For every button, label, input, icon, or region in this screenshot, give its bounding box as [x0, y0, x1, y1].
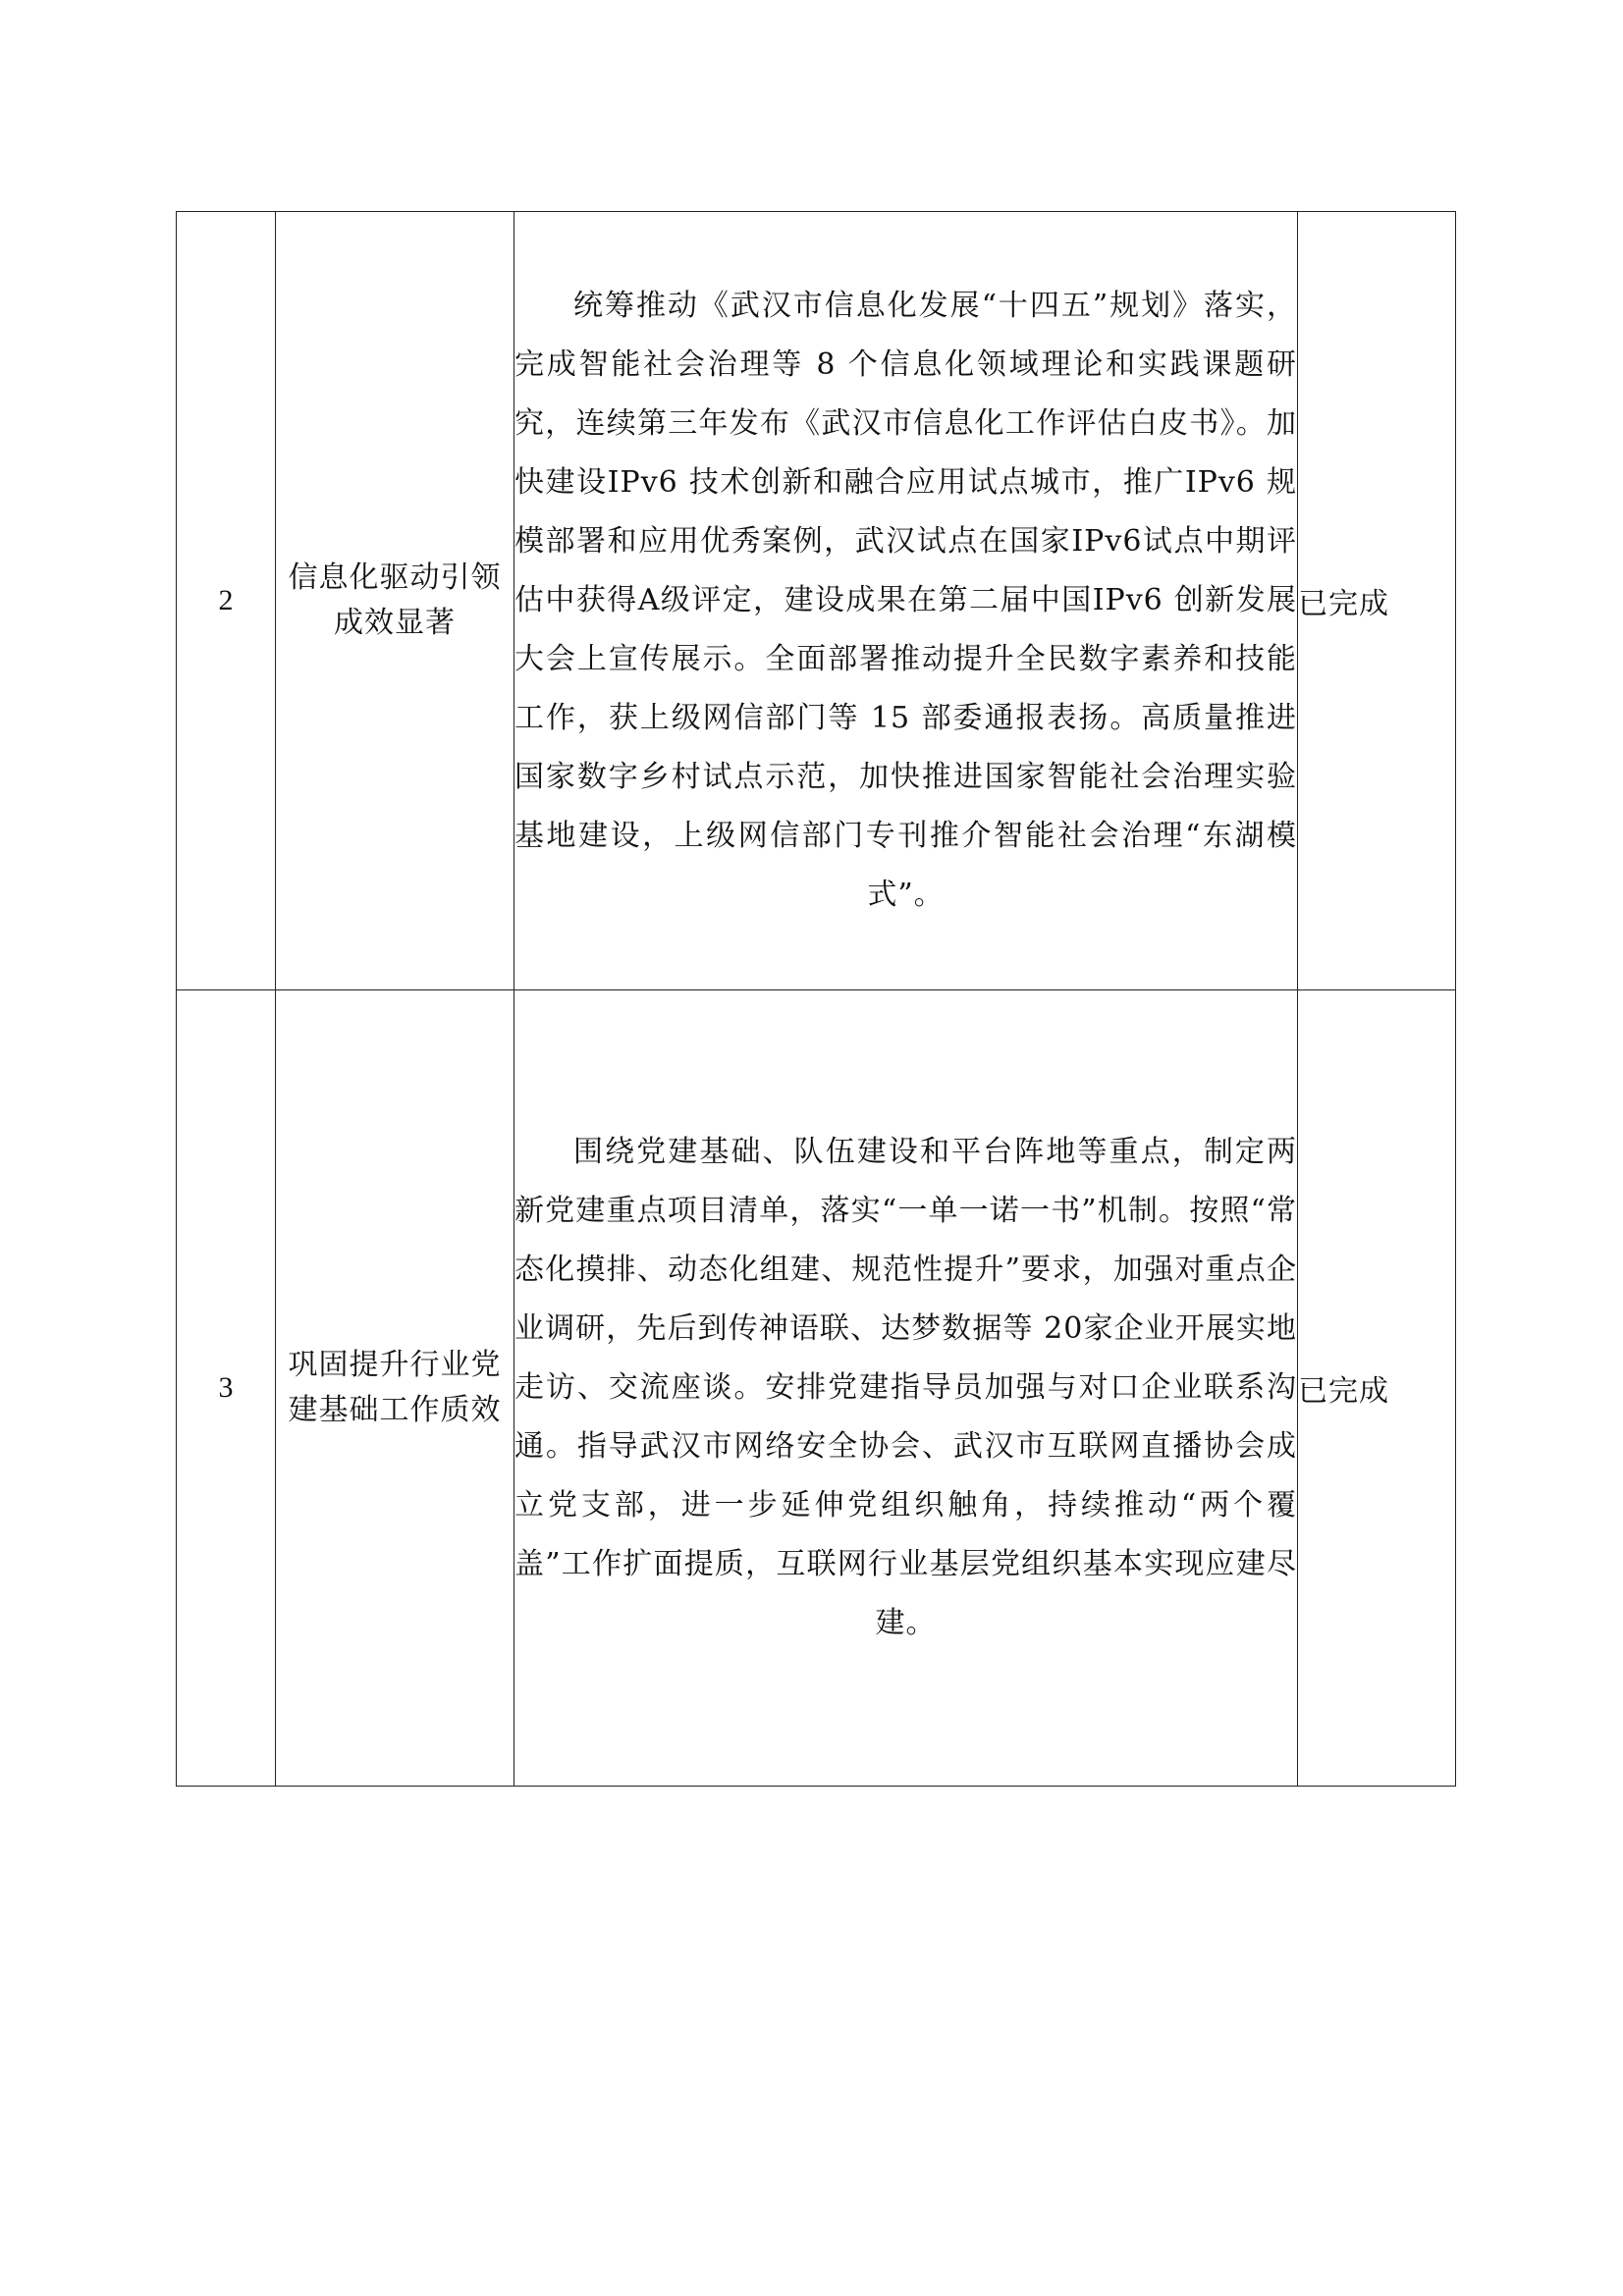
row-number: 3: [177, 990, 276, 1787]
status-text: 已完成: [1298, 990, 1456, 1787]
task-item-title: 巩固提升行业党建基础工作质效: [276, 990, 514, 1787]
task-description-text: 围绕党建基础、队伍建设和平台阵地等重点，制定两新党建重点项目清单，落实“一单一诺一书”机制。按照“常态化摸排、动态化组建、规范性提升”要求，加强对重点企业调研，先后到传神语联、达梦数据等 20家企业开展实地走访、交流座谈。安排党建指导员加强与对口企业联系沟通。指导武汉市网络安全协会、武汉市互联网直播协会成立党支部，进一步延伸党组织触角，持续推动“两个覆盖”工作扩面提质，互联网行业基层党组织基本实现应建尽建。: [514, 1135, 1297, 1640]
row-number: 2: [177, 212, 276, 990]
task-description: [514, 212, 1298, 990]
status-text: 已完成: [1298, 212, 1456, 990]
task-table: [176, 211, 1456, 1787]
table-row: [177, 990, 1456, 1787]
task-description-text: 统筹推动《武汉市信息化发展“十四五”规划》落实，完成智能社会治理等 8 个信息化领域理论和实践课题研究，连续第三年发布《武汉市信息化工作评估白皮书》。加快建设IPv6 技术创新和融合应用试点城市，推广IPv6 规模部署和应用优秀案例，武汉试点在国家IPv6试点中期评估中获得A级评定，建设成果在第二届中国IPv6 创新发展大会上宣传展示。全面部署推动提升全民数字素养和技能工作，获上级网信部门等 15 部委通报表扬。高质量推进国家数字乡村试点示范，加快推进国家智能社会治理实验基地建设，上级网信部门专刊推介智能社会治理“东湖模式”。: [514, 289, 1297, 912]
table-row: [177, 212, 1456, 990]
task-description: [514, 990, 1298, 1787]
task-item-title: 信息化驱动引领成效显著: [276, 212, 514, 990]
